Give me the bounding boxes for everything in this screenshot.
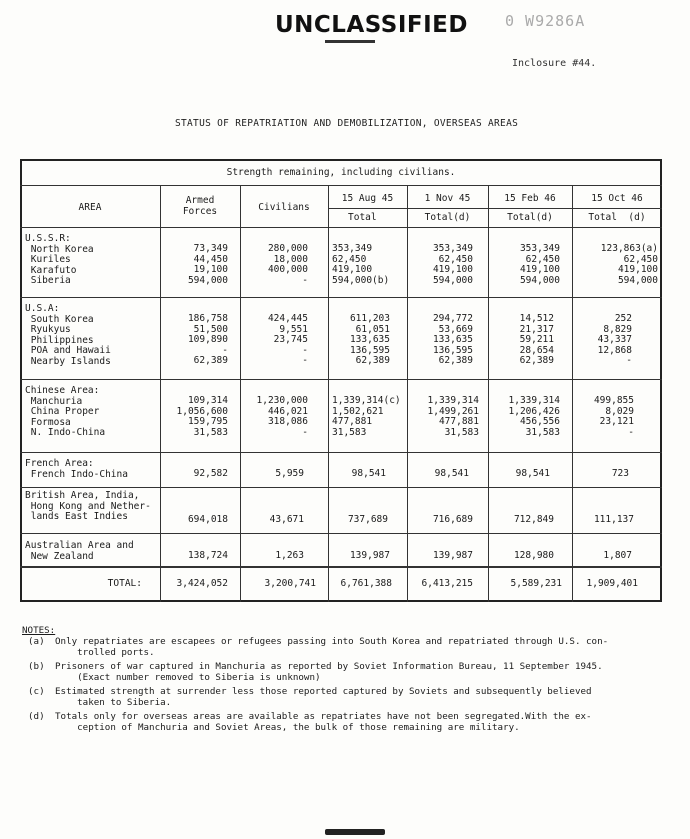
header-15-oct-46: 15 Oct 46	[591, 193, 643, 204]
subheader-total: Total	[348, 212, 377, 223]
cell-armed: 138,724	[187, 550, 228, 561]
cell-oct: 111,137	[593, 514, 634, 525]
cell-nov: 716,689	[432, 514, 473, 525]
note-text: Totals only for overseas areas are available as repatriates have not been segregated.With the ex- ception of Manchuria and Soviet Areas, the bulk of those remaining are military.	[55, 711, 592, 733]
note-tag: (d)	[28, 711, 45, 722]
rule	[20, 185, 662, 186]
area-ussr: U.S.S.R: North Korea Kuriles Karafuto Siberia	[25, 233, 94, 286]
total-civilians: 3,200,741	[264, 578, 316, 589]
header-1-nov-45: 1 Nov 45	[424, 193, 471, 204]
cell-aug: 1,339,314(c) 1,502,621 477,881 31,583	[332, 395, 401, 438]
cell-oct: 123,863(a) 62,450 419,100 594,000	[600, 243, 658, 286]
cell-aug: 98,541	[351, 468, 386, 479]
cell-feb: 1,339,314 1,206,426 456,556 31,583	[508, 395, 560, 438]
inclosure-label: Inclosure #44.	[512, 58, 597, 69]
total-armed: 3,424,052	[176, 578, 228, 589]
note-item	[22, 661, 672, 683]
subheader-total-d: Total(d)	[424, 212, 471, 223]
notes-section	[22, 625, 672, 733]
total-label: TOTAL:	[107, 578, 142, 589]
cell-feb: 98,541	[515, 468, 550, 479]
stamp-underline	[325, 40, 375, 43]
area-chinese: Chinese Area: Manchuria China Proper Formosa N. Indo-China	[25, 385, 106, 438]
header-armed-forces: Armed Forces	[182, 195, 218, 217]
area-usa: U.S.A: South Korea Ryukyus Philippines POA and Hawaii Nearby Islands	[25, 303, 111, 367]
rule	[20, 297, 662, 298]
note-tag: (c)	[28, 686, 45, 697]
cell-civilians: 424,445 9,551 23,745 - -	[267, 313, 308, 366]
cell-aug: 139,987	[349, 550, 390, 561]
classification-stamp: UNCLASSIFIED	[275, 12, 468, 38]
cell-oct: 499,855 8,029 23,121 -	[593, 395, 634, 438]
bottom-redaction-mark	[325, 829, 385, 835]
cell-nov: 1,339,314 1,499,261 477,881 31,583	[427, 395, 479, 438]
cell-armed: 109,314 1,056,600 159,795 31,583	[176, 395, 228, 438]
cell-aug: 611,203 61,051 133,635 136,595 62,389	[349, 313, 390, 366]
cell-armed: 73,349 44,450 19,100 594,000	[187, 243, 228, 286]
table-banner: Strength remaining, including civilians.	[226, 167, 456, 178]
subheader-total-d: Total (d)	[588, 212, 646, 223]
cell-armed: 694,018	[187, 514, 228, 525]
total-nov: 6,413,215	[421, 578, 473, 589]
note-tag: (b)	[28, 661, 45, 672]
notes-title: NOTES:	[22, 625, 56, 636]
area-australian: Australian Area and New Zealand	[25, 540, 134, 562]
area-french: French Area: French Indo-China	[25, 458, 128, 480]
rule	[20, 487, 662, 488]
cell-armed: 186,758 51,500 109,890 - 62,389	[187, 313, 228, 366]
note-tag: (a)	[28, 636, 45, 647]
cell-armed: 92,582	[193, 468, 228, 479]
subheader-total-d: Total(d)	[507, 212, 553, 223]
note-item	[22, 711, 672, 733]
area-british: British Area, India, Hong Kong and Nether- lands East Indies	[25, 490, 151, 522]
cell-nov: 139,987	[432, 550, 473, 561]
cell-nov: 294,772 53,669 133,635 136,595 62,389	[432, 313, 473, 366]
total-oct: 1,909,401	[586, 578, 638, 589]
cell-civilians: 1,263	[275, 550, 304, 561]
cell-civilians: 43,671	[269, 514, 304, 525]
cell-aug: 737,689	[347, 514, 388, 525]
rule	[20, 452, 662, 453]
cell-oct: 723	[611, 468, 629, 479]
note-item	[22, 636, 672, 658]
total-aug: 6,761,388	[340, 578, 392, 589]
rule	[20, 533, 662, 534]
column-rule	[328, 185, 329, 602]
cell-oct: 252 8,829 43,337 12,868 -	[597, 313, 632, 366]
cell-feb: 14,512 21,317 59,211 28,654 62,389	[519, 313, 554, 366]
cell-oct: 1,807	[603, 550, 632, 561]
cell-feb: 128,980	[513, 550, 554, 561]
cell-civilians: 1,230,000 446,021 318,086 -	[256, 395, 308, 438]
rule	[20, 379, 662, 380]
note-text: Only repatriates are escapees or refugees passing into South Korea and repatriated through U.S. con- trolled ports.	[55, 636, 609, 658]
note-item	[22, 686, 672, 708]
cell-aug: 353,349 62,450 419,100 594,000(b)	[332, 243, 390, 286]
rule	[328, 208, 662, 209]
cell-feb: 712,849	[513, 514, 554, 525]
cell-civilians: 5,959	[275, 468, 304, 479]
cell-nov: 353,349 62,450 419,100 594,000	[432, 243, 473, 286]
header-civilians: Civilians	[258, 202, 310, 213]
cell-nov: 98,541	[434, 468, 469, 479]
status-table	[20, 159, 662, 602]
total-feb: 5,589,231	[510, 578, 562, 589]
header-15-aug-45: 15 Aug 45	[341, 193, 394, 204]
header-15-feb-46: 15 Feb 46	[504, 193, 556, 204]
document-title: STATUS OF REPATRIATION AND DEMOBILIZATION, OVERSEAS AREAS	[175, 118, 519, 129]
rule	[20, 227, 662, 228]
document-number: 0 W9286A	[505, 12, 586, 30]
cell-civilians: 280,000 18,000 400,000 -	[267, 243, 308, 286]
note-text: Estimated strength at surrender less those reported captured by Soviets and subsequently believed taken to Siberia.	[55, 686, 592, 708]
rule	[20, 566, 662, 568]
header-area: AREA	[78, 202, 102, 213]
note-text: Prisoners of war captured in Manchuria as reported by Soviet Information Bureau, 11 September 1945. (Exact number removed to Siberia is unknown)	[55, 661, 603, 683]
cell-feb: 353,349 62,450 419,100 594,000	[519, 243, 560, 286]
